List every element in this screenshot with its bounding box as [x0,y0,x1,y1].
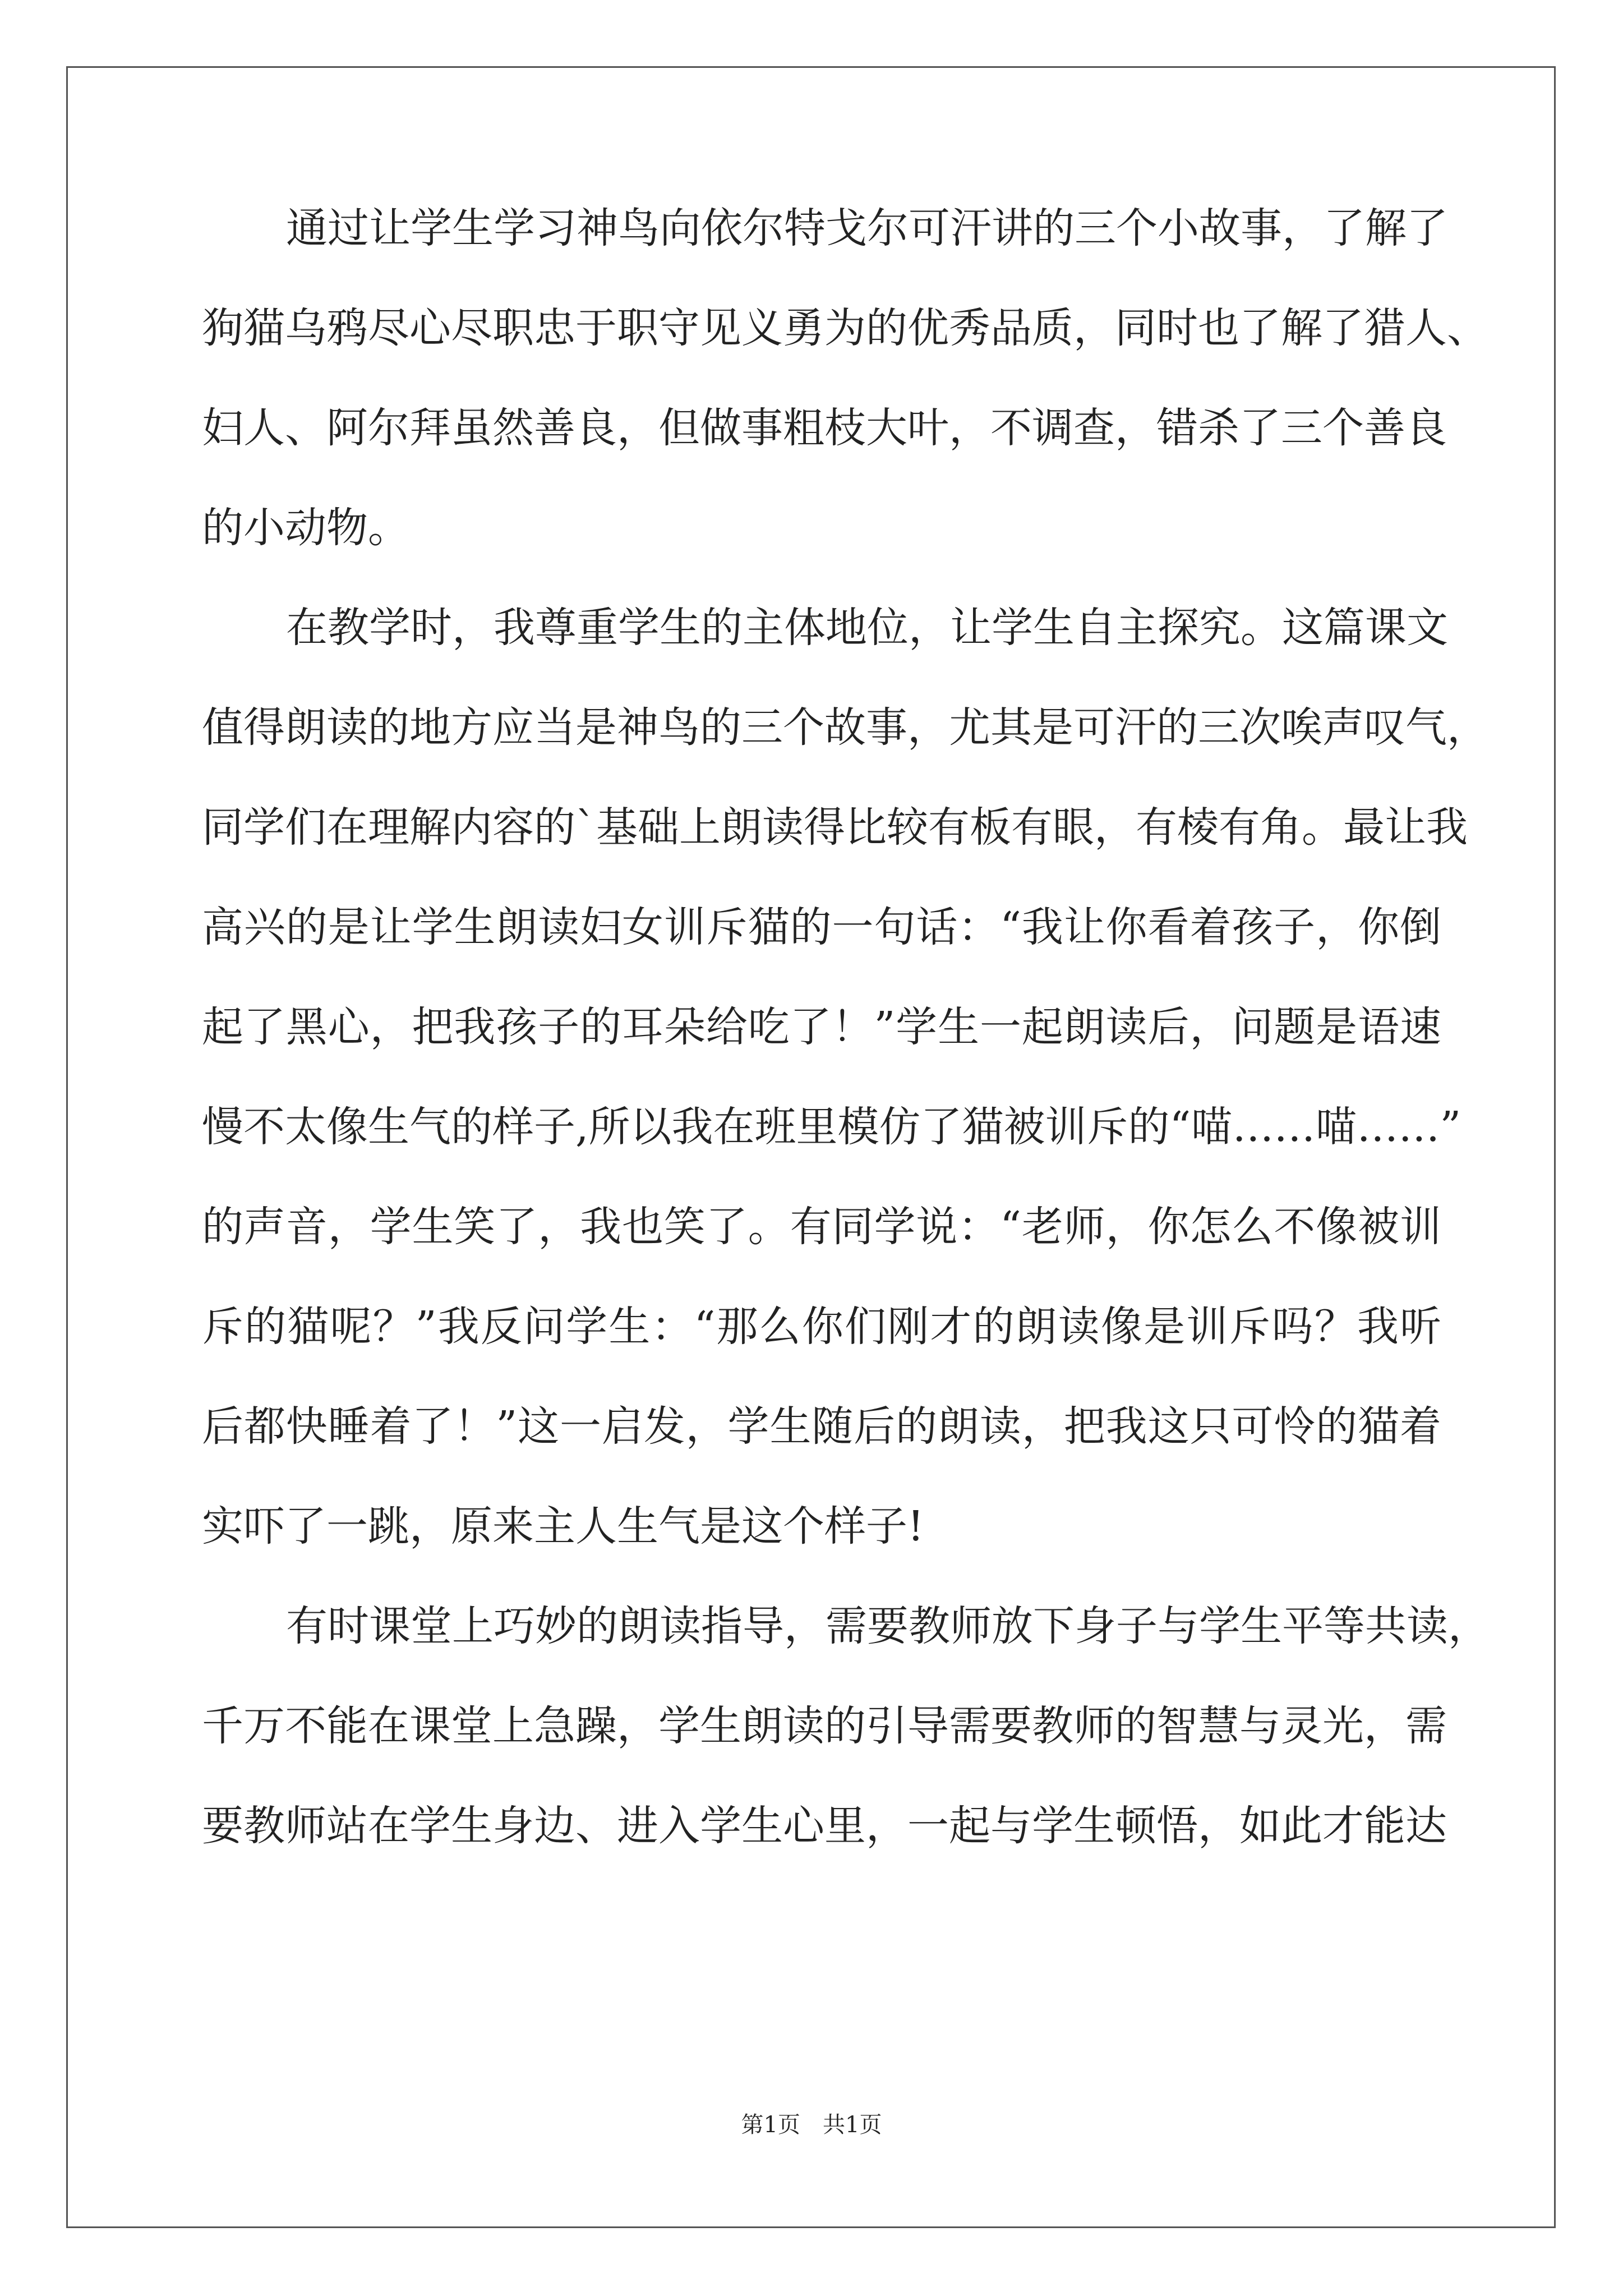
document-body [202,204,1490,1905]
text-line: 慢不太像生气的样子,所以我在班里模仿了猫被训斥的“喵……喵……” [202,1103,1461,1151]
text-line: 妇人、阿尔拜虽然善良，但做事粗枝大叶，不调查，错杀了三个善良 [202,404,1447,452]
text-line: 狗猫乌鸦尽心尽职忠于职守见义勇为的优秀品质，同时也了解了猎人、 [202,304,1488,352]
text-line: 通过让学生学习神鸟向依尔特戈尔可汗讲的三个小故事，了解了 [286,204,1448,252]
text-line: 后都快睡着了！”这一启发，学生随后的朗读，把我这只可怜的猫着 [202,1402,1441,1451]
text-line: 在教学时，我尊重学生的主体地位，让学生自主探究。这篇课文 [286,604,1448,652]
text-line: 起了黑心，把我孩子的耳朵给吃了！”学生一起朗读后，问题是语速 [202,1003,1441,1051]
text-line: 实吓了一跳，原来主人生气是这个样子! [202,1502,924,1550]
page-footer: 第1页 共1页 [741,2112,882,2138]
text-line: 斥的猫呢？”我反问学生：“那么你们刚才的朗读像是训斥吗？我听 [202,1303,1441,1351]
text-line: 同学们在理解内容的`基础上朗读得比较有板有眼，有棱有角。最让我 [202,803,1468,852]
text-line: 千万不能在课堂上急躁，学生朗读的引导需要教师的智慧与灵光，需 [202,1702,1447,1750]
text-line: 高兴的是让学生朗读妇女训斥猫的一句话：“我让你看着孩子，你倒 [202,903,1441,951]
text-line: 的声音，学生笑了，我也笑了。有同学说：“老师，你怎么不像被训 [202,1203,1441,1251]
text-line: 有时课堂上巧妙的朗读指导，需要教师放下身子与学生平等共读， [286,1602,1490,1650]
text-line: 的小动物。 [202,504,409,552]
text-line: 要教师站在学生身边、进入学生心里，一起与学生顿悟，如此才能达 [202,1802,1447,1850]
text-line: 值得朗读的地方应当是神鸟的三个故事，尤其是可汗的三次唉声叹气， [202,703,1488,752]
